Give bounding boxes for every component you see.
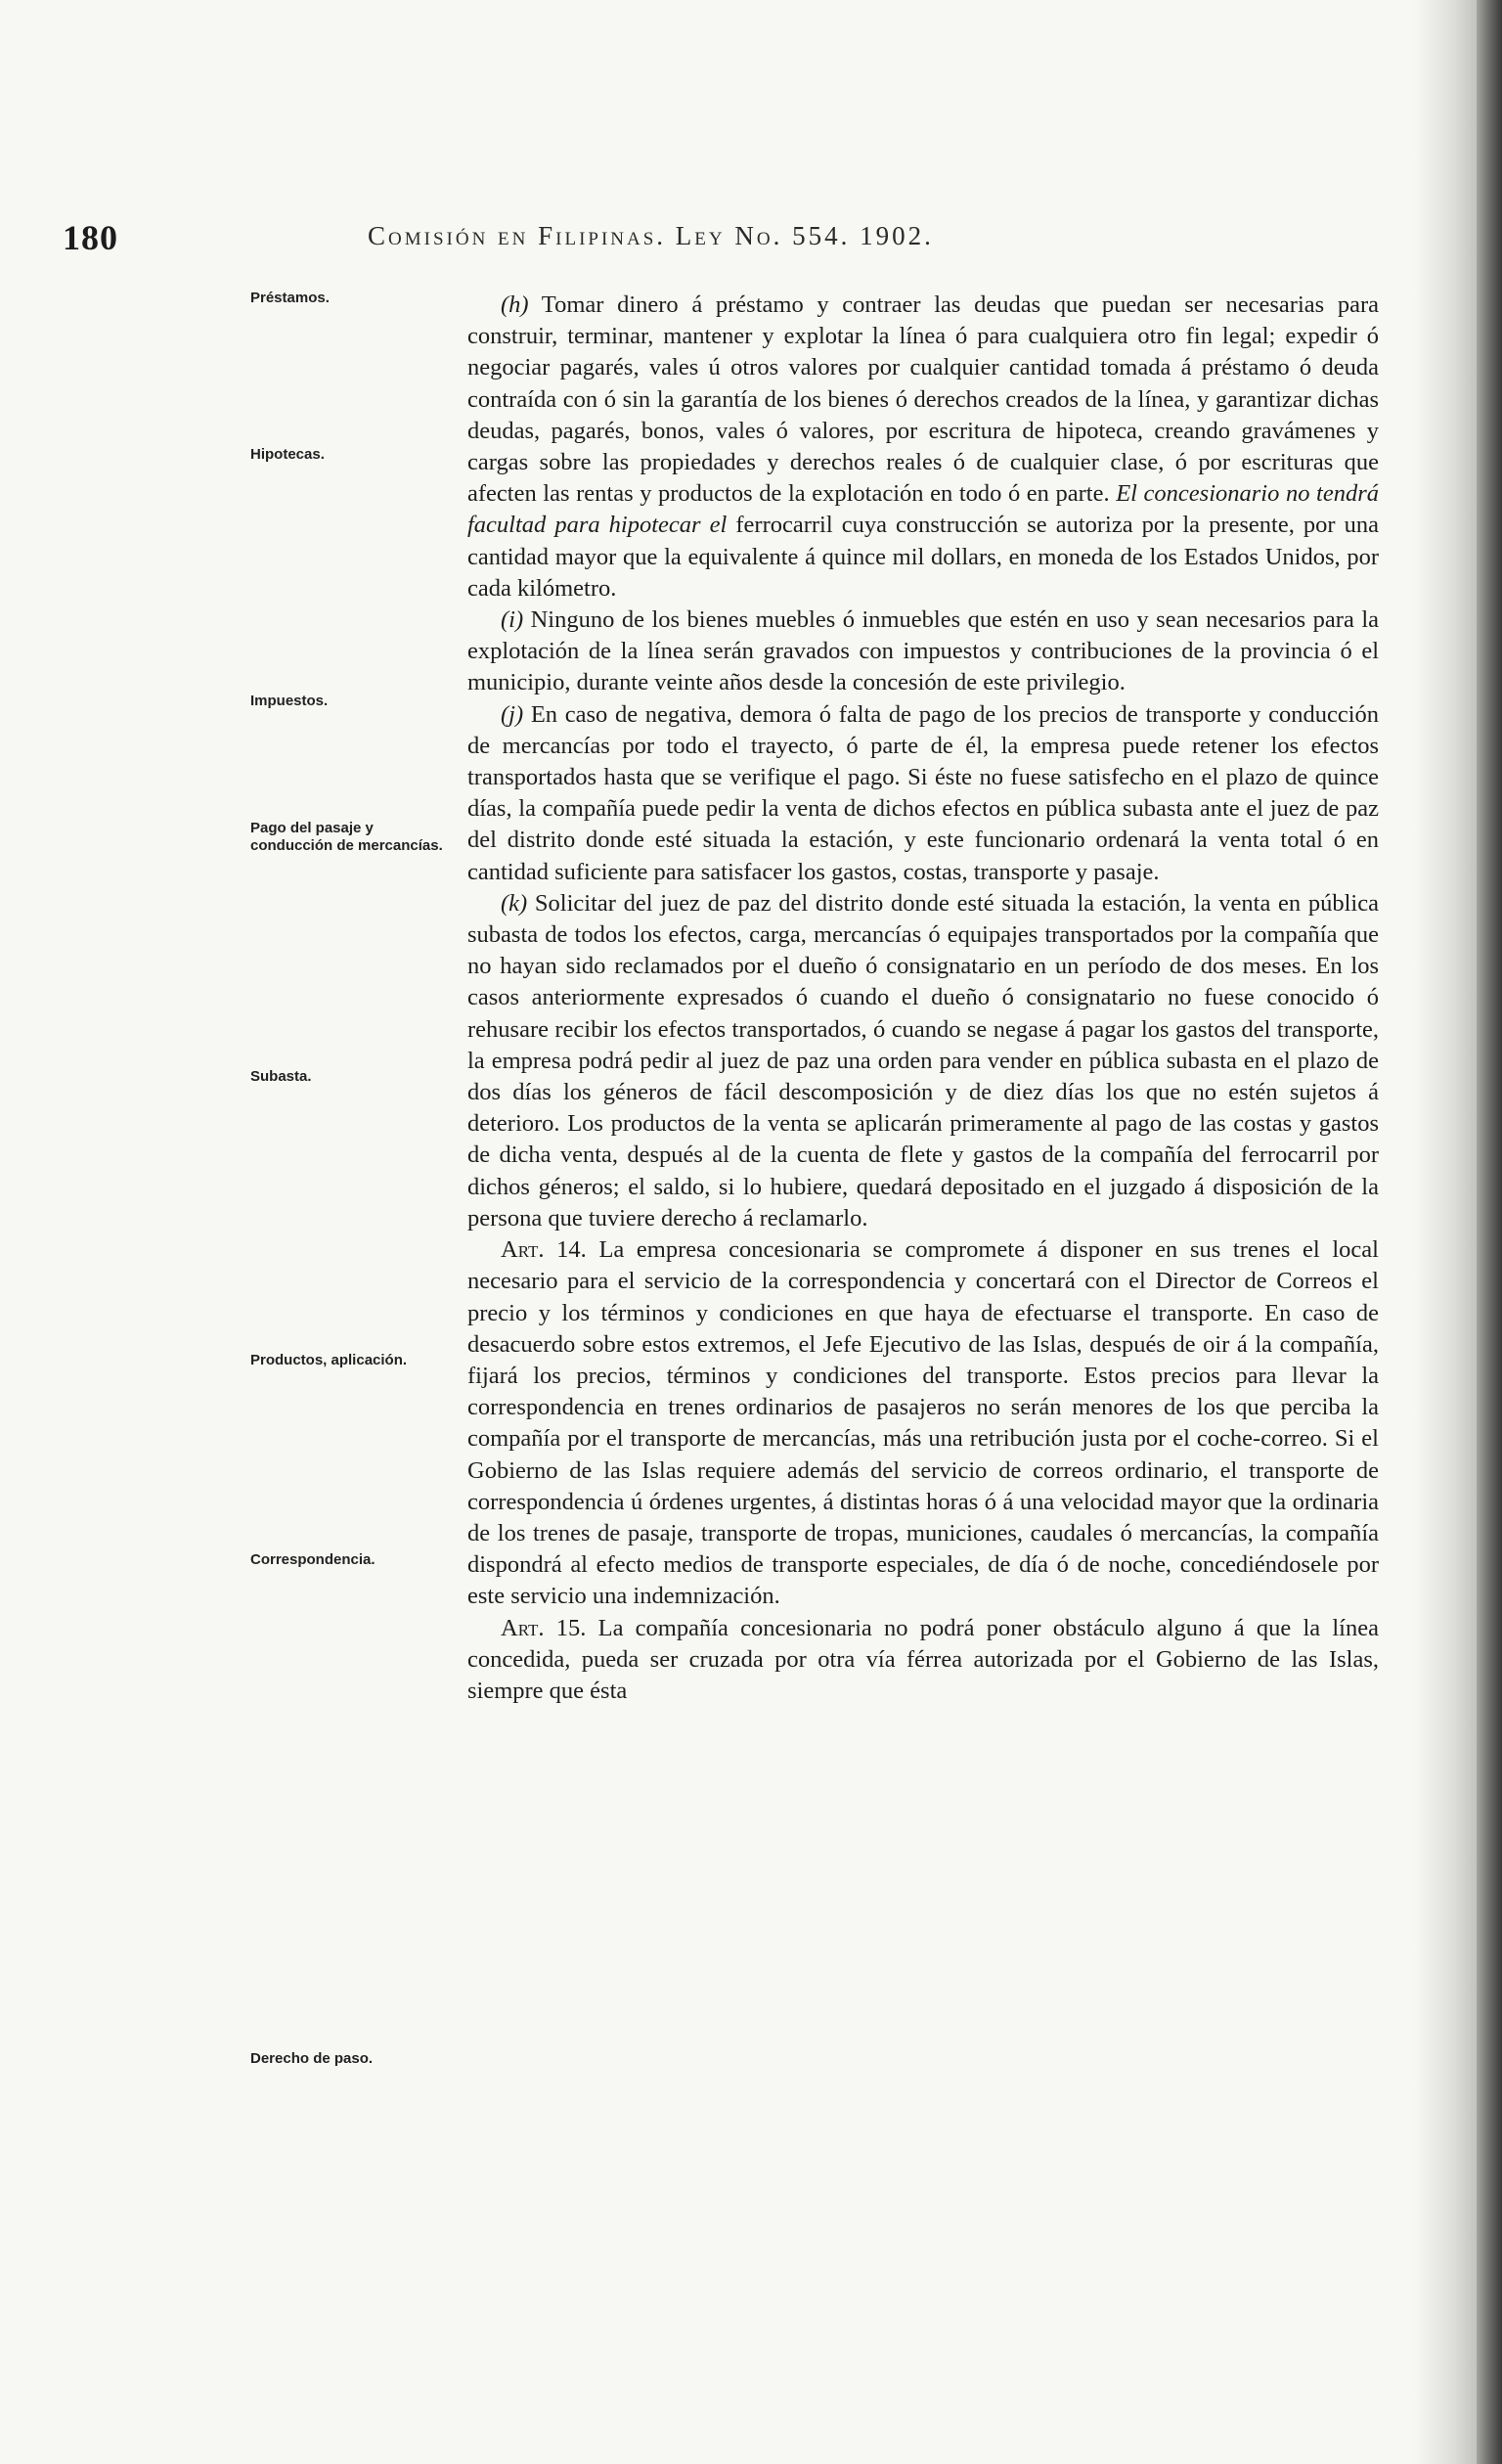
paragraph-art-15 (467, 1613, 1379, 1708)
article-label: Art. 14. (501, 1236, 587, 1264)
margin-note-subasta: Subasta. (250, 1068, 312, 1085)
paragraph-text: La compañía concesionaria no podrá poner obstáculo alguno á que la línea concedida, pueda ser cruzada por otra vía férrea autorizada por el Gobierno de las Islas, siempre que ésta (467, 1614, 1379, 1704)
paragraph-art-14 (467, 1234, 1379, 1612)
paragraph-label: (k) (501, 889, 528, 917)
article-label: Art. 15. (501, 1614, 587, 1641)
paragraph-text: Tomar dinero á préstamo y contraer las deudas que puedan ser necesarias para construir, terminar, mantener y explotar la línea ó para cualquiera otro fin legal; expedir ó negociar pagarés, vales ú otros valores por cualquier cantidad tomada á préstamo ó deuda contraída con ó sin la garantía de los bienes ó derechos creados de la línea, y garantizar dichas deudas, pagarés, bonos, vales ó valores, por escritura de hipoteca, creando gravámenes y cargas sobre las propiedades y derechos reales ó de cualquier clase, ó por escrituras que afecten las rentas y productos de la explotación en todo ó en parte. (467, 291, 1379, 508)
paragraph-text: Ninguno de los bienes muebles ó inmuebles que estén en uso y sean necesarios para la explotación de la línea serán gravados con impuestos y contribuciones de la provincia ó el municipio, durante veinte años desde la concesión de este privilegio. (467, 606, 1379, 696)
paragraph-label: (h) (501, 291, 529, 318)
running-head: Comisión en Filipinas. Ley No. 554. 1902. (368, 221, 934, 250)
margin-note-correspondencia: Correspondencia. (250, 1551, 376, 1568)
margin-note-pago-pasaje: Pago del pasaje y conducción de mercancías. (250, 820, 443, 854)
body-text (467, 290, 1379, 1707)
paragraph-j (467, 699, 1379, 888)
margin-note-hipotecas: Hipotecas. (250, 446, 325, 463)
paragraph-h (467, 290, 1379, 605)
margin-note-derecho-paso: Derecho de paso. (250, 2050, 374, 2067)
page-number: 180 (63, 218, 118, 257)
paragraph-label: (i) (501, 606, 524, 634)
margin-note-impuestos: Impuestos. (250, 693, 329, 709)
paragraph-text: La empresa concesionaria se compromete á disponer en sus trenes el local necesario para el servicio de la correspondencia y concertará con el Director de Correos el precio y los términos y condiciones en que haya de efectuarse el transporte. En caso de desacuerdo sobre estos extremos, el Jefe Ejecutivo de las Islas, después de oir á la compañía, fijará los precios, términos y condiciones del transporte. Estos precios para llevar la correspondencia en trenes ordinarios de pasajeros no serán menores de los que perciba la compañía por el transporte de mercancías, más una retribución justa por el coche-correo. Si el Gobierno de las Islas requiere además del servicio de correos ordinario, el transporte de correspondencia ú órdenes urgentes, á distintas horas ó á una velocidad mayor que la ordinaria de los trenes de pasaje, transporte de tropas, municiones, caudales ó mercancías, la compañía dispondrá al efecto medios de transporte especiales, de día ó de noche, concediéndosele por este servicio una indemnización. (467, 1236, 1379, 1610)
paragraph-k (467, 888, 1379, 1234)
paragraph-label: (j) (501, 700, 524, 728)
page-header (63, 217, 1275, 266)
paragraph-text: En caso de negativa, demora ó falta de pago de los precios de transporte y conducción de mercancías por todo el trayecto, ó parte de él, la empresa puede retener los efectos transportados hasta que se verifique el pago. Si éste no fuese satisfecho en el plazo de quince días, la compañía puede pedir la venta de dichos efectos en pública subasta ante el juez de paz del distrito donde esté situada la estación, y este funcionario ordenará la venta total ó en cantidad suficiente para satisfacer los gastos, costas, transporte y pasaje. (467, 700, 1379, 885)
paragraph-text-tail: ferrocarril cuya construcción se autoriza por la presente, por una cantidad mayor que la equivalente á quince mil dollars, en moneda de los Estados Unidos, por cada kilómetro. (467, 512, 1379, 602)
paragraph-italic-text: El concesionario no tendrá facultad para hipotecar el (467, 480, 1379, 539)
margin-note-prestamos: Préstamos. (250, 290, 330, 306)
page-edge-dark (1477, 0, 1502, 2464)
paragraph-i (467, 605, 1379, 699)
paragraph-text: Solicitar del juez de paz del distrito donde esté situada la estación, la venta en pública subasta de todos los efectos, carga, mercancías ó equipajes transportados por la compañía que no hayan sido reclamados por el dueño ó consignatario en un período de dos meses. En los casos anteriormente expresados ó cuando el dueño ó consignatario no fuese conocido ó rehusare recibir los efectos transportados, ó cuando se negase á pagar los gastos del transporte, la empresa podrá pedir al juez de paz una orden para vender en pública subasta en el plazo de dos días los géneros de fácil descomposición y de diez días los que no estén sujetos á deterioro. Los productos de la venta se aplicarán primeramente al pago de las costas y gastos de dicha venta, después al de la cuenta de flete y gastos de la compañía del ferrocarril por dichos géneros; el saldo, si lo hubiere, quedará depositado en el juzgado á disposición de la persona que tuviere derecho á reclamarlo. (467, 889, 1379, 1232)
margin-note-productos: Productos, aplicación. (250, 1352, 408, 1368)
